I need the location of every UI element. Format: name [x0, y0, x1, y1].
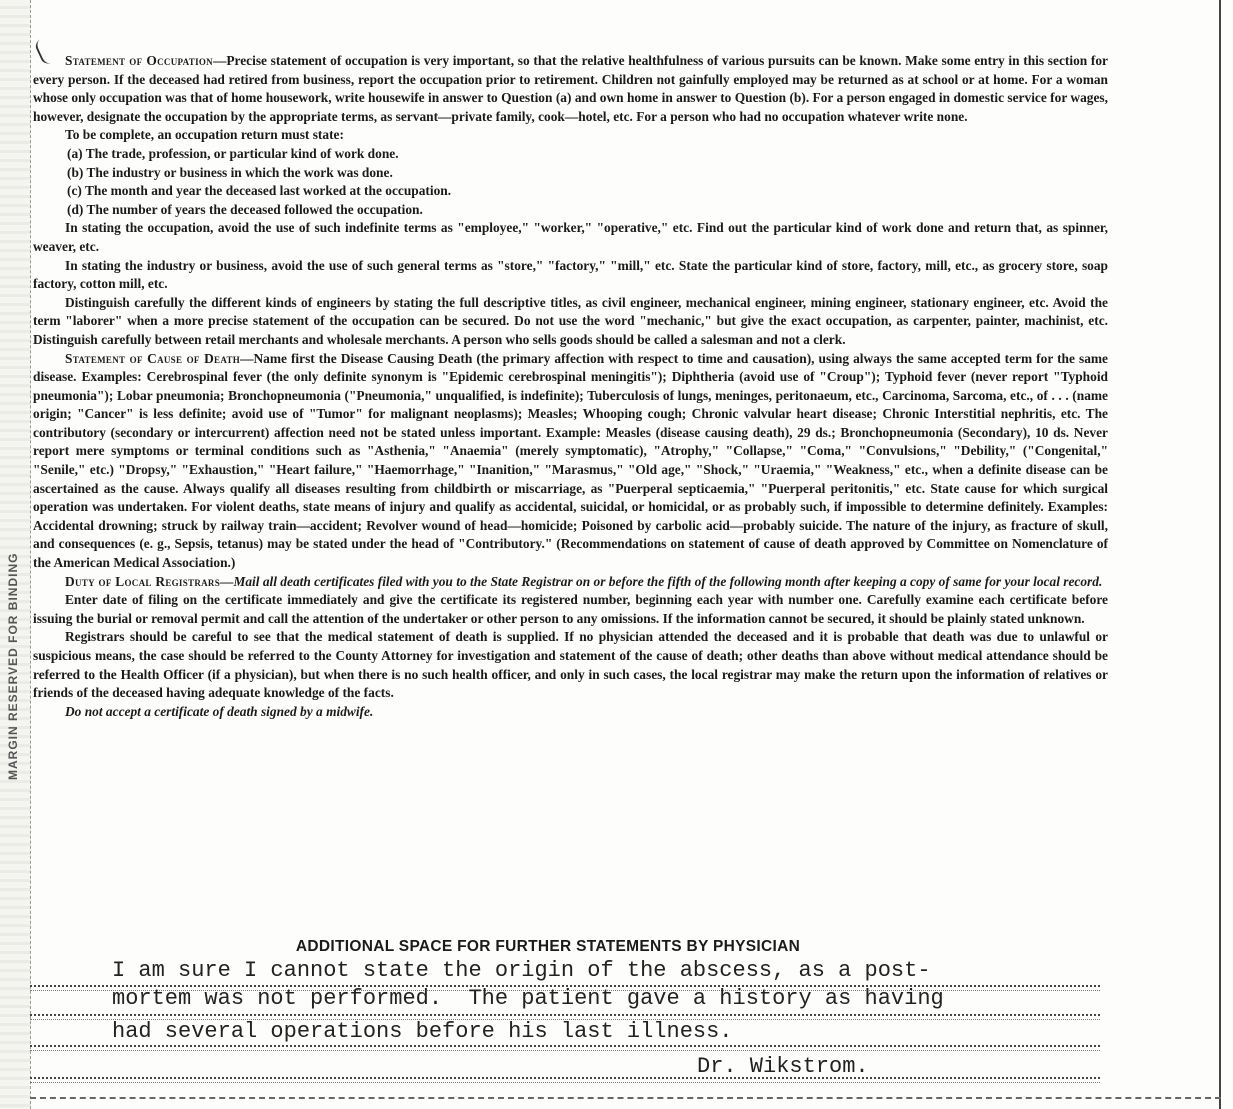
filing-paragraph: Enter date of filing on the certificate immediately and give the certificate its registered number, beginning each year with number one. Carefully examine each certificate before issuing the burial or removal permit and call the attention of the undertaker or other person to any omissions. If the information cannot be secured, it should be plainly stated unknown. — [33, 592, 1108, 626]
registrar-duty-paragraph: Duty of Local Registrars—Mail all death certificates filed with you to the State Registrar on or before the fifth of the following month after keeping a copy of same for your local record. — [65, 573, 1103, 589]
occupation-list — [67, 145, 1108, 219]
occupation-list-intro: To be complete, an occupation return must state: — [65, 127, 344, 143]
registrar-heading: Duty of Local Registrars — [65, 573, 221, 589]
binding-margin-text: MARGIN RESERVED FOR BINDING — [6, 552, 20, 780]
medical-statement-paragraph: Registrars should be careful to see that the medical statement of death is supplied. If no physician attended the deceased and it is probable that death was due to unlawful or suspicious means, the case should be referred to the County Attorney for investigation and statement of the cause of death; other deaths than above without medical attendance should be referred to the Health Officer (if a physician), but when there is no such health officer, and only in such cases, the local registrar may make the return upon the information of relatives or friends of the deceased having adequate knowledge of the facts. — [33, 629, 1108, 701]
dotted-rule — [30, 1045, 1100, 1051]
cause-heading: Statement of Cause of Death — [65, 350, 241, 366]
physician-statement-line-2: mortem was not performed. The patient gave a history as having — [112, 986, 944, 1011]
list-item: (c) The month and year the deceased last worked at the occupation. — [67, 183, 452, 199]
physician-statement-line-1: I am sure I cannot state the origin of the abscess, as a post- — [112, 958, 931, 983]
occupation-terms-paragraph: In stating the occupation, avoid the use of such indefinite terms as "employee," "worker," "operative," etc. Find out the particular kind of work done and return that, as spinner, weaver, etc. — [33, 220, 1108, 254]
cause-paragraph: Statement of Cause of Death—Name first the Disease Causing Death (the primary affection with respect to time and causation), using always the same accepted term for the same disease. Examples: Cerebrospinal fever (the only definite synonym is "Epidemic cerebrospinal meningitis"); Diphtheria (avoid use of "Croup"); Typhoid fever (never report "Typhoid pneumonia"); Lobar pneumonia; Bronchopneumonia ("Pneumonia," unqualified, is indefinite); Tuberculosis of lungs, meninges, peritonaeum, etc., Carcinoma, Sarcoma, etc., of . . . (name origin; "Cancer" is less definite; avoid use of "Tumor" for malignant neoplasms); Measles; Whooping cough; Chronic valvular heart disease; Chronic Interstitial nephritis, etc. The contributory (secondary or intercurrent) affection need not be stated unless important. Example: Measles (disease causing death), 29 ds.; Bronchopneumonia (Secondary), 10 ds. Never report mere symptoms or terminal conditions such as "Asthenia," "Anaemia" (merely symptomatic), "Atrophy," "Collapse," "Coma," "Convulsions," "Debility," ("Congenital," "Senile," etc.) "Dropsy," "Exhaustion," "Heart failure," "Haemorrhage," "Inanition," "Marasmus," "Old age," "Shock," "Uraemia," "Weakness," etc., when a definite disease can be ascertained as the cause. Always qualify all diseases resulting from childbirth or miscarriage, as "Puerperal septicaemia," "Puerperal peritonitis," etc. State cause for which surgical operation was undertaken. For violent deaths, state means of injury and qualify as accidental, suicidal, or homicidal, or as probably such, if impossible to determine definitely. Examples: Accidental drowning; struck by railway train—accident; Revolver wound of head—homicide; Poisoned by carbolic acid—probably suicide. The nature of the injury, as fracture of skull, and consequences (e. g., Sepsis, tetanus) may be stated under the head of "Contributory." (Recommendations on statement of cause of death approved by Committee on Nomenclature of the American Medical Association.) — [33, 350, 1108, 571]
dotted-rule — [30, 1077, 1100, 1083]
additional-space-heading: ADDITIONAL SPACE FOR FURTHER STATEMENTS BY PHYSICIAN — [295, 938, 801, 955]
binding-margin — [0, 0, 31, 1109]
occupation-heading: Statement of Occupation — [65, 53, 213, 68]
midwife-paragraph: Do not accept a certificate of death signed by a midwife. — [65, 703, 374, 719]
physician-statement-line-3: had several operations before his last illness. — [112, 1019, 733, 1044]
engineers-paragraph: Distinguish carefully the different kinds of engineers by stating the full descriptive titles, as civil engineer, mechanical engineer, mining engineer, stationary engineer, etc. Avoid the term "laborer" when a more precise statement of the occupation can be secured. Do not use the word "mechanic," but give the exact occupation, as carpenter, painter, machinist, etc. Distinguish carefully between retail merchants and wholesale merchants. A person who sells goods should be called a salesman and not a clerk. — [33, 294, 1108, 347]
industry-paragraph: In stating the industry or business, avoid the use of such general terms as "store," "factory," "mill," etc. State the particular kind of store, factory, mill, etc., as grocery store, soap factory, cotton mill, etc. — [33, 257, 1108, 292]
bottom-border — [30, 1097, 1221, 1107]
physician-signature: Dr. Wikstrom. — [697, 1054, 869, 1079]
list-item: (a) The trade, profession, or particular kind of work done. — [67, 145, 399, 161]
list-item: (d) The number of years the deceased followed the occupation. — [67, 201, 423, 217]
occupation-paragraph: Statement of Occupation—Precise statement of occupation is very important, so that the relative healthfulness of various pursuits can be known. Make some entry in this section for every person. If the deceased had retired from business, report the occupation prior to retirement. Children not gainfully employed may be returned as at school or at home. For a woman whose only occupation was that of home housework, write housewife in answer to Question (a) and own home in answer to Question (b). For a person engaged in domestic service for wages, however, designate the occupation by the appropriate terms, as servant—private family, cook—hotel, etc. For a person who had no occupation whatever write none. — [33, 53, 1108, 124]
right-border — [1219, 0, 1233, 1109]
list-item: (b) The industry or business in which the work was done. — [67, 164, 393, 180]
instructions-text — [33, 52, 1108, 721]
